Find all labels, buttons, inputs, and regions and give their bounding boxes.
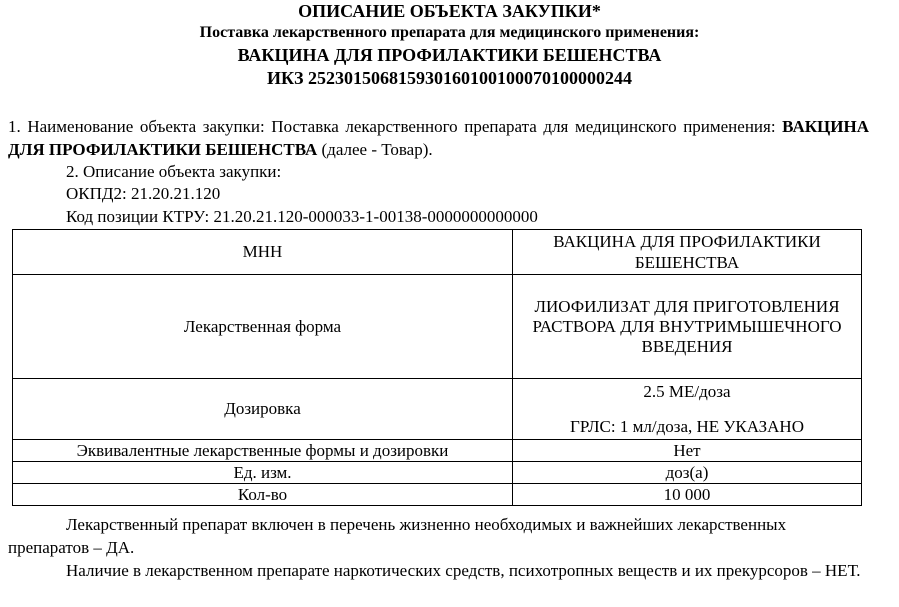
table-cell-value bbox=[513, 379, 862, 440]
table-cell-value: ВАКЦИНА ДЛЯ ПРОФИЛАКТИКИ БЕШЕНСТВА bbox=[513, 230, 862, 275]
dosage-grls: ГРЛС: 1 мл/доза, НЕ УКАЗАНО bbox=[570, 416, 804, 436]
document-title: ОПИСАНИЕ ОБЪЕКТА ЗАКУПКИ* bbox=[298, 1, 601, 21]
narcotics-text: Наличие в лекарственном препарате наркотических средств, психотропных веществ и их прекурсоров – НЕТ. bbox=[66, 561, 861, 580]
specification-table bbox=[12, 229, 862, 506]
table-row bbox=[13, 462, 862, 484]
essential-drugs-text: Лекарственный препарат включен в перечень жизненно необходимых и важнейших лекарственных препаратов – ДА. bbox=[8, 515, 787, 557]
document-subtitle: Поставка лекарственного препарата для медицинского применения: bbox=[199, 24, 700, 41]
narcotics-paragraph bbox=[8, 559, 869, 582]
table-row bbox=[13, 379, 862, 440]
ktru-code: Код позиции КТРУ: 21.20.21.120-000033-1-00138-0000000000000 bbox=[66, 207, 538, 226]
table-cell-label: МНН bbox=[13, 230, 513, 275]
table-cell-value: 10 000 bbox=[513, 484, 862, 506]
ikz-code: ИКЗ 252301506815930160100100070100000244 bbox=[266, 68, 633, 88]
table-cell-label: Эквивалентные лекарственные формы и дозировки bbox=[13, 440, 513, 462]
section-1-prefix: 1. Наименование объекта закупки: Поставка лекарственного препарата для медицинского применения: bbox=[8, 117, 783, 136]
essential-drugs-paragraph bbox=[8, 513, 869, 559]
table-cell-label: Дозировка bbox=[13, 379, 513, 440]
table-cell-value: Нет bbox=[513, 440, 862, 462]
dosage-value: 2.5 МЕ/доза bbox=[643, 381, 731, 401]
table-row bbox=[13, 440, 862, 462]
table-row bbox=[13, 230, 862, 275]
okpd-code: ОКПД2: 21.20.21.120 bbox=[66, 184, 221, 203]
section-1-paragraph bbox=[8, 115, 869, 161]
section-2-title: 2. Описание объекта закупки: bbox=[66, 162, 282, 181]
table-cell-value: доз(а) bbox=[513, 462, 862, 484]
table-row bbox=[13, 275, 862, 379]
table-cell-label: Кол-во bbox=[13, 484, 513, 506]
table-row bbox=[13, 484, 862, 506]
product-name-heading: ВАКЦИНА ДЛЯ ПРОФИЛАКТИКИ БЕШЕНСТВА bbox=[237, 45, 662, 65]
section-1-product-name: ВАКЦИНА ДЛЯ ПРОФИЛАКТИКИ БЕШЕНСТВА bbox=[8, 117, 869, 159]
section-1-suffix: (далее - Товар). bbox=[317, 140, 433, 159]
table-cell-label: Ед. изм. bbox=[13, 462, 513, 484]
table-cell-value: ЛИОФИЛИЗАТ ДЛЯ ПРИГОТОВЛЕНИЯ РАСТВОРА ДЛЯ ВНУТРИМЫШЕЧНОГО ВВЕДЕНИЯ bbox=[513, 275, 862, 379]
table-cell-label: Лекарственная форма bbox=[13, 275, 513, 379]
